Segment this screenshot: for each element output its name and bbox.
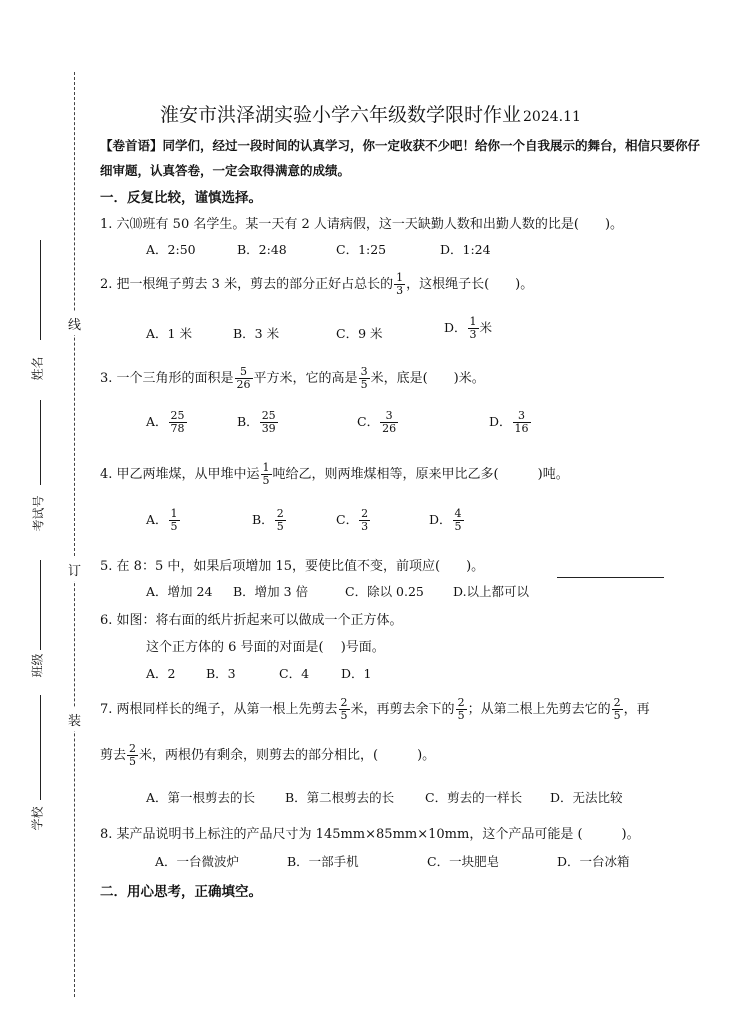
- q1-option-a[interactable]: A．2:50: [146, 242, 196, 257]
- q3-f2-num: 3: [360, 365, 368, 378]
- q5-text: 5. 在 8：5 中，如果后项增加 15，要使比值不变，前项应( )。: [100, 559, 485, 574]
- q3-option-d[interactable]: [489, 410, 532, 435]
- q3-a-den: 78: [170, 422, 185, 435]
- q1-text: 1. 六⑽班有 50 名学生。某一天有 2 人请病假，这一天缺勤人数和出勤人数的比是( )。: [100, 217, 624, 232]
- q7-fb-num: 2: [457, 696, 465, 709]
- q4-c-den: 3: [361, 520, 369, 533]
- q8-option-c[interactable]: C．一块肥皂: [427, 854, 500, 869]
- q2-option-d-fraction: [468, 316, 479, 341]
- q5-option-b[interactable]: B．增加 3 倍: [233, 584, 309, 599]
- school-label: 学校: [30, 806, 45, 831]
- q4-b-den: 5: [276, 520, 284, 533]
- q7-m1: 米，再剪去余下的: [350, 702, 455, 717]
- q3-mid: 平方米，它的高是: [253, 371, 358, 386]
- q4-text: [100, 462, 569, 487]
- q3-f1-num: 5: [235, 366, 253, 379]
- q7-fa-num: 2: [340, 696, 348, 709]
- q7-fd-num: 2: [129, 742, 137, 755]
- q4-d-num: 4: [454, 507, 462, 520]
- q6-text: 6. 如图：将右面的纸片折起来可以做成一个正方体。: [100, 613, 403, 628]
- q3-a-letter: A．: [146, 414, 168, 429]
- q4-frac-num: 1: [262, 461, 270, 474]
- q4-frac-den: 5: [262, 474, 270, 487]
- q7-l2-pre: 剪去: [100, 748, 127, 763]
- q6-option-c[interactable]: C．4: [279, 666, 310, 681]
- q6-option-d[interactable]: D．1: [341, 666, 372, 681]
- binding-char-ding: 订: [68, 558, 81, 581]
- q3-d-den: 16: [514, 422, 529, 435]
- q3-option-b[interactable]: [237, 410, 279, 435]
- q2-post: ，这根绳子长( )。: [406, 277, 534, 292]
- q4-c-fraction: [359, 508, 370, 533]
- q2-option-a[interactable]: A．1 米: [146, 326, 192, 341]
- q7-pre: 7. 两根同样长的绳子，从第一根上先剪去: [100, 702, 338, 717]
- q6-subtext: 这个正方体的 6 号面的对面是( )号面。: [146, 640, 385, 655]
- q3-b-fraction: [260, 410, 278, 435]
- q3-f2-den: 5: [360, 378, 368, 391]
- q2-pre: 2. 把一根绳子剪去 3 米，剪去的部分正好占总长的: [100, 277, 394, 292]
- page-title: [160, 100, 581, 127]
- q7-fc-num: 2: [613, 696, 621, 709]
- q1-option-c[interactable]: C．1:25: [336, 242, 387, 257]
- class-blank-line[interactable]: [40, 560, 41, 650]
- q1-option-d[interactable]: D．1:24: [440, 242, 491, 257]
- q4-a-letter: A．: [146, 512, 168, 527]
- binding-char-xian: 线: [68, 312, 81, 335]
- q3-fraction-1: [235, 366, 253, 391]
- q7-fc-den: 5: [613, 709, 621, 722]
- q2-fraction: [394, 272, 405, 297]
- q3-c-fraction: [380, 410, 398, 435]
- q3-a-num: 25: [170, 409, 185, 422]
- q7-l2-post: 米，两根仍有剩余，则剪去的部分相比，( )。: [139, 748, 436, 763]
- q7-m3: ，再: [623, 702, 650, 717]
- exam-number-label: 考试号: [31, 495, 46, 532]
- q3-a-fraction: [169, 410, 187, 435]
- q3-b-den: 39: [261, 422, 276, 435]
- q2-option-b[interactable]: B．3 米: [233, 326, 280, 341]
- q4-post: 吨给乙，则两堆煤相等，原来甲比乙多( )吨。: [272, 467, 569, 482]
- q2-text: [100, 272, 533, 297]
- q7-fb-den: 5: [457, 709, 465, 722]
- q5-option-c[interactable]: C．除以 0.25: [345, 584, 424, 599]
- name-blank-line[interactable]: [40, 240, 41, 340]
- q3-d-num: 3: [513, 410, 531, 423]
- q3-c-den: 26: [382, 422, 397, 435]
- q4-a-fraction: [169, 508, 180, 533]
- q3-d-letter: D．: [489, 414, 512, 429]
- q4-option-c[interactable]: [336, 508, 371, 533]
- intro-paragraph: 【卷首语】同学们，经过一段时间的认真学习，你一定收获不少吧！给你一个自我展示的舞台，相信只要你仔细审题，认真答卷，一定会取得满意的成绩。: [100, 138, 701, 178]
- q6-option-a[interactable]: A．2: [146, 666, 176, 681]
- q2-option-d-unit: 米: [479, 320, 493, 335]
- binding-dashed-line: [74, 72, 75, 997]
- q4-b-letter: B．: [252, 512, 274, 527]
- name-label: 姓名: [30, 356, 45, 381]
- q3-b-letter: B．: [237, 414, 259, 429]
- q4-a-num: 1: [170, 507, 178, 520]
- q8-text: 8. 某产品说明书上标注的产品尺寸为 145mm×85mm×10mm，这个产品可能是 ( )。: [100, 827, 640, 842]
- q7-fraction-b: [456, 697, 467, 722]
- q3-pre: 3. 一个三角形的面积是: [100, 371, 234, 386]
- q4-b-num: 2: [276, 507, 284, 520]
- q4-c-num: 2: [361, 507, 369, 520]
- q7-option-c[interactable]: C．剪去的一样长: [425, 790, 523, 805]
- q7-option-b[interactable]: B．第二根剪去的长: [285, 790, 395, 805]
- q4-d-letter: D．: [429, 512, 452, 527]
- q4-c-letter: C．: [336, 512, 359, 527]
- q2-optd-num: 1: [469, 315, 477, 328]
- q7-fraction-c: [612, 697, 623, 722]
- q7-fraction-a: [339, 697, 350, 722]
- section1-heading: 一．反复比较，谨慎选择。: [100, 190, 262, 206]
- q3-c-letter: C．: [357, 414, 380, 429]
- title-date: 2024.11: [523, 109, 581, 125]
- answer-blank-line: [557, 577, 664, 578]
- section2-heading: 二．用心思考，正确填空。: [100, 884, 262, 900]
- q3-d-fraction: [513, 410, 531, 435]
- q5-option-a[interactable]: A．增加 24: [146, 584, 213, 599]
- q4-option-a[interactable]: [146, 508, 181, 533]
- q4-b-fraction: [275, 508, 286, 533]
- q8-option-a[interactable]: A．一台微波炉: [155, 854, 240, 869]
- q3-option-a[interactable]: [146, 410, 188, 435]
- binding-char-zhuang: 装: [68, 708, 81, 731]
- q7-fd-den: 5: [129, 755, 137, 768]
- q2-frac-num: 1: [396, 271, 404, 284]
- school-blank-line[interactable]: [40, 695, 41, 800]
- q8-option-d[interactable]: D．一台冰箱: [557, 854, 630, 869]
- q7-m2: ；从第二根上先剪去它的: [467, 702, 611, 717]
- q1-option-b[interactable]: B．2:48: [237, 242, 287, 257]
- q7-line2: [100, 743, 435, 768]
- q5-option-d[interactable]: D.以上都可以: [453, 584, 530, 599]
- q2-option-c[interactable]: C．9 米: [336, 326, 383, 341]
- q3-text: [100, 366, 485, 391]
- q3-f1-den: 26: [236, 378, 251, 391]
- q7-fa-den: 5: [340, 709, 348, 722]
- q4-pre: 4. 甲乙两堆煤，从甲堆中运: [100, 467, 260, 482]
- q3-option-c[interactable]: [357, 410, 399, 435]
- q2-optd-den: 3: [469, 328, 477, 341]
- q4-a-den: 5: [170, 520, 178, 533]
- q7-line1: [100, 697, 650, 722]
- q3-c-num: 3: [380, 410, 398, 423]
- q6-option-b[interactable]: B．3: [206, 666, 236, 681]
- q4-option-b[interactable]: [252, 508, 287, 533]
- q4-d-fraction: [453, 508, 464, 533]
- q3-fraction-2: [359, 366, 370, 391]
- q4-fraction: [261, 462, 272, 487]
- q2-option-d-letter: D．: [444, 320, 467, 335]
- title-text: 淮安市洪泽湖实验小学六年级数学限时作业: [160, 104, 522, 126]
- q8-option-b[interactable]: B．一部手机: [287, 854, 359, 869]
- class-label: 班级: [30, 653, 45, 678]
- exam-number-blank-line[interactable]: [40, 400, 41, 485]
- q4-d-den: 5: [454, 520, 462, 533]
- q2-frac-den: 3: [396, 284, 404, 297]
- q7-fraction-d: [127, 743, 138, 768]
- q7-option-a[interactable]: A．第一根剪去的长: [146, 790, 256, 805]
- q7-option-d[interactable]: D．无法比较: [550, 790, 623, 805]
- q3-b-num: 25: [261, 409, 276, 422]
- q2-option-d[interactable]: [444, 316, 492, 341]
- q3-post: 米，底是( )米。: [370, 371, 485, 386]
- q4-option-d[interactable]: [429, 508, 465, 533]
